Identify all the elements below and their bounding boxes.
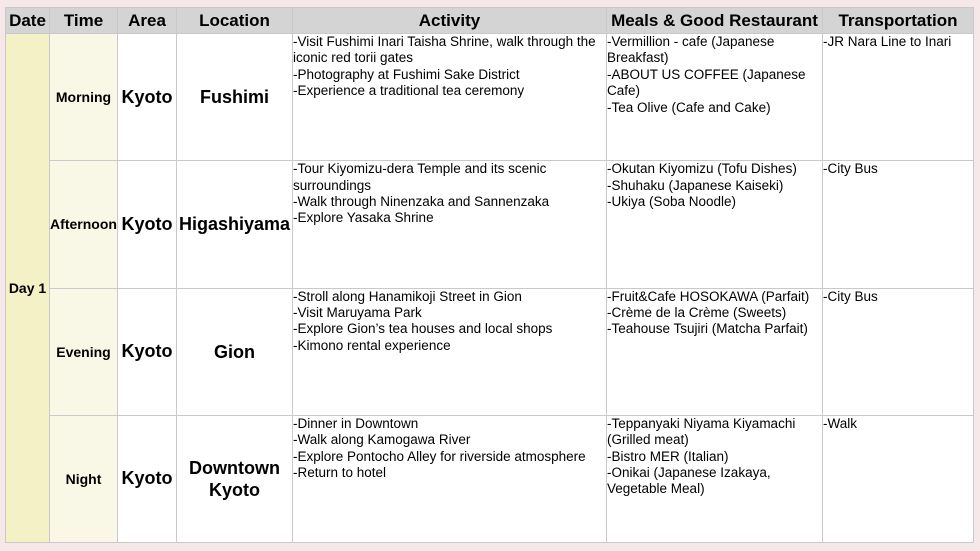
activity-cell (293, 34, 607, 161)
area-cell: Kyoto (118, 34, 177, 161)
meal-item: -Teppanyaki Niyama Kiyamachi (Grilled meat) (607, 415, 796, 448)
activity-item: -Dinner in Downtown (293, 415, 419, 431)
location-cell: Downtown Kyoto (177, 415, 293, 542)
location-cell: Gion (177, 288, 293, 415)
activity-item: -Explore Yasaka Shrine (293, 210, 434, 226)
transportation-item: -JR Nara Line to Inari (823, 34, 952, 49)
transportation-item: -City Bus (823, 161, 878, 177)
meal-item: -Crème de la Crème (Sweets) (607, 304, 787, 320)
header-location: Location (177, 8, 293, 34)
location-cell: Fushimi (177, 34, 293, 161)
meal-item: -Shuhaku (Japanese Kaiseki) (607, 177, 784, 193)
meals-cell (607, 288, 823, 415)
table-row (6, 161, 974, 288)
meal-item: -Bistro MER (Italian) (607, 448, 729, 464)
activity-item: -Return to hotel (293, 464, 387, 480)
area-cell: Kyoto (118, 415, 177, 542)
activity-item: -Walk along Kamogawa River (293, 432, 471, 448)
transportation-cell (823, 415, 974, 542)
activity-item: -Tour Kiyomizu-dera Temple and its scenic surroundings (293, 161, 547, 193)
activity-item: -Stroll along Hanamikoji Street in Gion (293, 288, 522, 304)
transportation-cell (823, 161, 974, 288)
meal-item: -Tea Olive (Cafe and Cake) (607, 99, 771, 115)
header-area: Area (118, 8, 177, 34)
transportation-item: -Walk (823, 415, 857, 431)
header-activity: Activity (293, 8, 607, 34)
meals-cell (607, 415, 823, 542)
header-transportation: Transportation (823, 8, 974, 34)
table-row (6, 34, 974, 161)
time-cell: Evening (50, 288, 118, 415)
activity-item: -Photography at Fushimi Sake District (293, 66, 520, 82)
activity-item: -Kimono rental experience (293, 337, 451, 353)
activity-cell (293, 288, 607, 415)
meal-item: -Okutan Kiyomizu (Tofu Dishes) (607, 161, 797, 177)
transportation-cell (823, 288, 974, 415)
header-time: Time (50, 8, 118, 34)
transportation-cell (823, 34, 974, 161)
time-cell: Afternoon (50, 161, 118, 288)
activity-item: -Visit Fushimi Inari Taisha Shrine, walk through the iconic red torii gates (293, 34, 596, 66)
meal-item: -Fruit&Cafe HOSOKAWA (Parfait) (607, 288, 810, 304)
date-cell: Day 1 (6, 34, 50, 543)
activity-item: -Visit Maruyama Park (293, 304, 422, 320)
activity-cell (293, 415, 607, 542)
meals-cell (607, 161, 823, 288)
meal-item: -Vermillion - cafe (Japanese Breakfast) (607, 34, 775, 66)
header-row (6, 8, 974, 34)
meal-item: -ABOUT US COFFEE (Japanese Cafe) (607, 66, 806, 99)
meal-item: -Ukiya (Soba Noodle) (607, 194, 737, 210)
time-cell: Night (50, 415, 118, 542)
itinerary-table (5, 7, 974, 543)
meal-item: -Onikai (Japanese Izakaya, Vegetable Meal) (607, 464, 771, 497)
activity-item: -Walk through Ninenzaka and Sannenzaka (293, 194, 550, 210)
header-meals: Meals & Good Restaurant (607, 8, 823, 34)
area-cell: Kyoto (118, 288, 177, 415)
table-row (6, 415, 974, 542)
activity-item: -Experience a traditional tea ceremony (293, 83, 525, 99)
area-cell: Kyoto (118, 161, 177, 288)
activity-item: -Explore Pontocho Alley for riverside atmosphere (293, 448, 586, 464)
itinerary-sheet (5, 7, 973, 543)
activity-cell (293, 161, 607, 288)
activity-item: -Explore Gion’s tea houses and local shops (293, 321, 553, 337)
time-cell: Morning (50, 34, 118, 161)
transportation-item: -City Bus (823, 288, 878, 304)
location-cell: Higashiyama (177, 161, 293, 288)
table-row (6, 288, 974, 415)
meal-item: -Teahouse Tsujiri (Matcha Parfait) (607, 321, 808, 337)
header-date: Date (6, 8, 50, 34)
meals-cell (607, 34, 823, 161)
